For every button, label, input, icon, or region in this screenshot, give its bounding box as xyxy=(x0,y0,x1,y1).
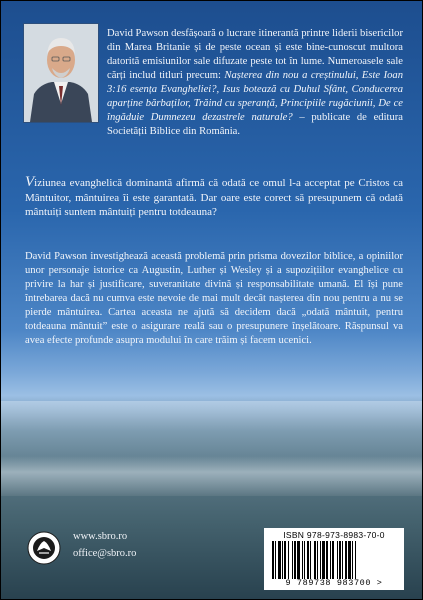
author-bio-text: desfășoară o lucrare itinerantă printre liderii bisericilor din Marea Britanie și de peste ocean și este bine-cunoscut multora datorită emisiunilor sale difuzate peste tot în lume. Numeroasele sale cărți includ titluri precum: xyxy=(107,28,403,81)
author-name: David Pawson xyxy=(107,28,169,39)
author-portrait-icon xyxy=(24,24,98,122)
barcode-digits: 9 789738 983700 > xyxy=(285,578,383,588)
lead-text: iziunea evanghelică dominantă afirmă că odată ce omul l-a acceptat pe Cristos ca Mântuitor, mântuirea îi este garantată. Dar oare este corect să presupunem că odată mântuiți suntem mântuiți pentru totdeauna? xyxy=(25,177,403,218)
shoreline-band xyxy=(1,456,423,496)
description-paragraph: David Pawson investighează această problemă prin prisma dovezilor biblice, a opiniilor unor personaje istorice ca Augustin, Luther și Wesley și a supozițiilor evanghelice cu privire la har și justificare, suveranitate divină și responsabilitate umană. El își pune întrebarea dacă nu cumva este nevoie de mai mult decât nașterea din nou pentru a nu se pierde mântuirea. Cartea aceasta ne ajută să decidem dacă „odată mântuit, pentru totdeauna mântuit” este o asigurare reală sau o presupunere înșelătoare. Răspunsul va avea efecte profunde asupra modului în care trăim și facem ucenici. xyxy=(25,251,403,346)
email-link[interactable]: office@sbro.ro xyxy=(73,548,137,559)
website-link[interactable]: www.sbro.ro xyxy=(73,531,128,542)
author-photo xyxy=(23,23,99,123)
drop-cap: V xyxy=(25,174,35,190)
book-titles: Nașterea din nou a creștinului, Este Ioan 3:16 esența Evangheliei?, Isus botează cu Duhul Sfânt, Conducerea aparține bărbaților, Trăind cu speranță, Principiile rugăciunii, De ce îngăduie Dumnezeu dezastrele naturale? xyxy=(107,70,403,123)
isbn-barcode-box xyxy=(264,528,404,590)
bible-society-logo-icon xyxy=(27,531,61,565)
publisher-note: – publicate de editura Societății Biblice din România. xyxy=(107,112,403,137)
lead-paragraph xyxy=(25,175,403,220)
isbn-label: ISBN 978-973-8983-70-0 xyxy=(283,530,385,540)
barcode-icon xyxy=(270,541,398,579)
author-bio xyxy=(107,27,403,139)
